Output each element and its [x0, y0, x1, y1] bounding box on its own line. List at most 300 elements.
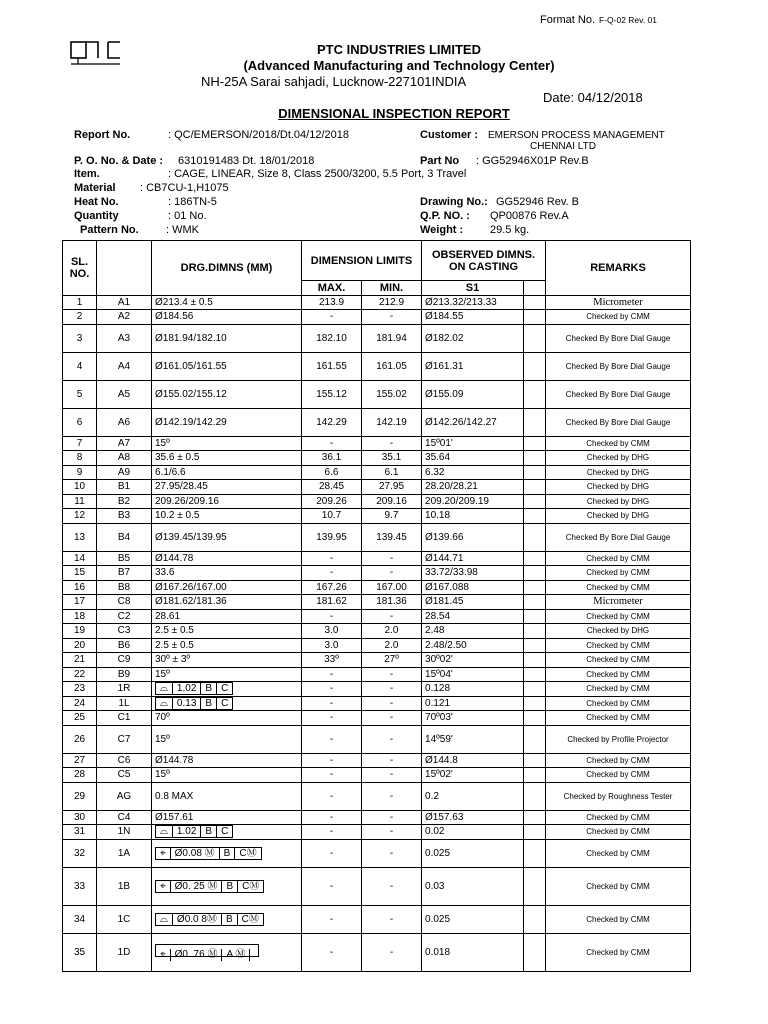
observed-cell: 0.03: [422, 867, 524, 905]
report-no-value: : QC/EMERSON/2018/Dt.04/12/2018: [168, 129, 349, 141]
min-cell: -: [362, 551, 422, 566]
drg-cell: 15º: [152, 667, 302, 682]
max-cell: 28.45: [302, 480, 362, 495]
max-cell: -: [302, 933, 362, 971]
item-value: : CAGE, LINEAR, Size 8, Class 2500/3200, 5.5 Port, 3 Travel: [168, 168, 467, 180]
sl-cell: 26: [63, 725, 97, 753]
min-cell: 212.9: [362, 295, 422, 310]
table-row: [63, 711, 691, 726]
gdt-value: Ø0.08 Ⓜ: [171, 848, 220, 860]
drg-cell: Ø184.56: [152, 310, 302, 325]
min-cell: 27.95: [362, 480, 422, 495]
gdt-frame: [155, 682, 233, 695]
drg-cell: Ø181.94/182.10: [152, 324, 302, 352]
gdt-cell: [152, 696, 302, 711]
remarks-cell: Micrometer: [546, 295, 691, 310]
gdt-value: B: [201, 826, 217, 838]
sl-cell: 9: [63, 465, 97, 480]
table-row: [63, 523, 691, 551]
observed-cell: 0.121: [422, 696, 524, 711]
table-row: [63, 810, 691, 825]
ref-cell: C4: [97, 810, 152, 825]
observed-extra-cell: [524, 324, 546, 352]
observed-cell: 6.32: [422, 465, 524, 480]
max-cell: 142.29: [302, 408, 362, 436]
remarks-cell: Checked by CMM: [546, 310, 691, 325]
sl-cell: 10: [63, 480, 97, 495]
ref-cell: B2: [97, 494, 152, 509]
ref-cell: 1B: [97, 867, 152, 905]
gdt-frame: [155, 697, 233, 710]
remarks-cell: Checked by DHG: [546, 509, 691, 524]
sl-cell: 6: [63, 408, 97, 436]
drg-cell: Ø139.45/139.95: [152, 523, 302, 551]
table-row: [63, 653, 691, 668]
col-s1-extra: [524, 281, 546, 296]
min-cell: 209.16: [362, 494, 422, 509]
remarks-cell: Checked by DHG: [546, 465, 691, 480]
gdt-value: Ø0. 25 Ⓜ: [171, 881, 223, 893]
table-row: [63, 465, 691, 480]
observed-cell: Ø139.66: [422, 523, 524, 551]
customer-line-1: EMERSON PROCESS MANAGEMENT: [488, 130, 665, 141]
observed-cell: Ø144.8: [422, 753, 524, 768]
gdt-value: B: [201, 698, 217, 710]
observed-cell: Ø155.09: [422, 380, 524, 408]
ref-cell: A1: [97, 295, 152, 310]
observed-cell: Ø142.26/142.27: [422, 408, 524, 436]
min-cell: -: [362, 867, 422, 905]
observed-cell: 28.20/28.21: [422, 480, 524, 495]
observed-cell: 35.64: [422, 451, 524, 466]
observed-extra-cell: [524, 609, 546, 624]
remarks-cell: Checked by CMM: [546, 653, 691, 668]
remarks-cell: Checked by CMM: [546, 696, 691, 711]
ref-cell: B5: [97, 551, 152, 566]
gdt-frame: [155, 944, 259, 960]
gdt-value: B: [222, 914, 238, 926]
min-cell: -: [362, 782, 422, 810]
remarks-cell: Checked by DHG: [546, 494, 691, 509]
table-row: [63, 494, 691, 509]
table-row: [63, 905, 691, 933]
drg-cell: 33.6: [152, 566, 302, 581]
col-ref: [97, 241, 152, 296]
observed-extra-cell: [524, 653, 546, 668]
table-row: [63, 867, 691, 905]
gdt-cell: [152, 933, 302, 971]
table-row: [63, 624, 691, 639]
remarks-cell: Checked by CMM: [546, 711, 691, 726]
remarks-cell: Checked by CMM: [546, 768, 691, 783]
min-cell: 35.1: [362, 451, 422, 466]
sl-cell: 15: [63, 566, 97, 581]
gdt-value: CⓂ: [239, 847, 257, 859]
observed-extra-cell: [524, 480, 546, 495]
remarks-cell: Micrometer: [546, 595, 691, 610]
max-cell: 6.6: [302, 465, 362, 480]
gdt-frame: [155, 880, 264, 893]
drg-cell: 6.1/6.6: [152, 465, 302, 480]
max-cell: 213.9: [302, 295, 362, 310]
max-cell: -: [302, 711, 362, 726]
ref-cell: C3: [97, 624, 152, 639]
ref-cell: C7: [97, 725, 152, 753]
remarks-cell: Checked by CMM: [546, 667, 691, 682]
ref-cell: C2: [97, 609, 152, 624]
material-label: Material: [74, 182, 116, 194]
ref-cell: A7: [97, 436, 152, 451]
min-cell: -: [362, 933, 422, 971]
observed-cell: Ø213.32/213.33: [422, 295, 524, 310]
observed-cell: 30º02': [422, 653, 524, 668]
max-cell: 181.62: [302, 595, 362, 610]
min-cell: 181.36: [362, 595, 422, 610]
min-cell: 167.00: [362, 580, 422, 595]
gdt-value: C: [221, 683, 229, 695]
observed-extra-cell: [524, 768, 546, 783]
observed-cell: Ø181.45: [422, 595, 524, 610]
ref-cell: A3: [97, 324, 152, 352]
drg-cell: Ø142.19/142.29: [152, 408, 302, 436]
ref-cell: C8: [97, 595, 152, 610]
remarks-cell: Checked by Profile Projector: [546, 725, 691, 753]
drg-cell: 10.2 ± 0.5: [152, 509, 302, 524]
min-cell: -: [362, 905, 422, 933]
gdt-value: B: [201, 683, 217, 695]
observed-extra-cell: [524, 711, 546, 726]
table-row: [63, 551, 691, 566]
min-cell: 139.45: [362, 523, 422, 551]
observed-extra-cell: [524, 696, 546, 711]
observed-cell: 10.18: [422, 509, 524, 524]
gdt-cell: [152, 682, 302, 697]
remarks-cell: Checked by CMM: [546, 810, 691, 825]
ref-cell: B3: [97, 509, 152, 524]
drg-cell: Ø161.05/161.55: [152, 352, 302, 380]
max-cell: -: [302, 810, 362, 825]
remarks-cell: Checked by CMM: [546, 566, 691, 581]
remarks-cell: Checked by CMM: [546, 682, 691, 697]
table-row: [63, 595, 691, 610]
remarks-cell: Checked by CMM: [546, 905, 691, 933]
observed-extra-cell: [524, 380, 546, 408]
drg-cell: Ø144.78: [152, 753, 302, 768]
sl-cell: 28: [63, 768, 97, 783]
sl-cell: 35: [63, 933, 97, 971]
max-cell: -: [302, 436, 362, 451]
qp-label: Q.P. NO. :: [420, 210, 470, 222]
report-date: Date: 04/12/2018: [543, 90, 643, 105]
gdt-symbol-icon: ⌖: [156, 881, 171, 893]
sl-cell: 34: [63, 905, 97, 933]
report-title: DIMENSIONAL INSPECTION REPORT: [278, 106, 510, 121]
remarks-cell: Checked by CMM: [546, 638, 691, 653]
max-cell: 139.95: [302, 523, 362, 551]
max-cell: 33º: [302, 653, 362, 668]
remarks-cell: Checked by CMM: [546, 436, 691, 451]
gdt-cell: [152, 905, 302, 933]
min-cell: -: [362, 667, 422, 682]
ref-cell: A8: [97, 451, 152, 466]
table-row: [63, 609, 691, 624]
gdt-symbol-icon: ⌖: [156, 949, 171, 961]
gdt-value: 0.13: [173, 698, 201, 710]
drg-cell: 2.5 ± 0.5: [152, 638, 302, 653]
max-cell: -: [302, 839, 362, 867]
col-observed: OBSERVED DIMNS. ON CASTING: [422, 241, 546, 281]
observed-extra-cell: [524, 682, 546, 697]
gdt-symbol-icon: ⌓: [156, 683, 173, 695]
observed-extra-cell: [524, 753, 546, 768]
max-cell: 167.26: [302, 580, 362, 595]
max-cell: -: [302, 566, 362, 581]
observed-extra-cell: [524, 624, 546, 639]
observed-extra-cell: [524, 465, 546, 480]
quantity-label: Quantity: [74, 210, 119, 222]
min-cell: 161.05: [362, 352, 422, 380]
min-cell: 6.1: [362, 465, 422, 480]
report-no-label: Report No.: [74, 129, 131, 141]
sl-cell: 3: [63, 324, 97, 352]
company-name: PTC INDUSTRIES LIMITED: [317, 42, 481, 57]
sl-cell: 19: [63, 624, 97, 639]
table-row: [63, 480, 691, 495]
remarks-cell: Checked by CMM: [546, 933, 691, 971]
table-row: [63, 667, 691, 682]
sl-cell: 20: [63, 638, 97, 653]
remarks-cell: Checked by CMM: [546, 551, 691, 566]
remarks-cell: Checked by DHG: [546, 480, 691, 495]
sl-cell: 27: [63, 753, 97, 768]
pattern-label: Pattern No.: [80, 224, 139, 236]
observed-extra-cell: [524, 782, 546, 810]
observed-extra-cell: [524, 352, 546, 380]
customer-line-2: CHENNAI LTD: [530, 141, 596, 152]
observed-extra-cell: [524, 839, 546, 867]
sl-cell: 32: [63, 839, 97, 867]
ref-cell: B6: [97, 638, 152, 653]
observed-cell: 0.025: [422, 905, 524, 933]
observed-extra-cell: [524, 638, 546, 653]
gdt-value: B: [220, 848, 236, 860]
table-row: [63, 408, 691, 436]
table-row: [63, 324, 691, 352]
ref-cell: 1N: [97, 825, 152, 840]
drg-cell: 0.8 MAX: [152, 782, 302, 810]
ref-cell: A5: [97, 380, 152, 408]
po-label: P. O. No. & Date :: [74, 155, 164, 167]
format-code: F-Q-02 Rev. 01: [599, 15, 657, 25]
sl-cell: 14: [63, 551, 97, 566]
min-cell: -: [362, 696, 422, 711]
po-value: 6310191483 Dt. 18/01/2018: [178, 155, 315, 167]
sl-cell: 16: [63, 580, 97, 595]
drg-cell: 209.26/209.16: [152, 494, 302, 509]
gdt-cell: [152, 867, 302, 905]
gdt-value: C: [221, 697, 229, 709]
col-min: MIN.: [362, 281, 422, 296]
remarks-cell: Checked by CMM: [546, 580, 691, 595]
table-row: [63, 933, 691, 971]
company-center: (Advanced Manufacturing and Technology Center): [243, 58, 555, 73]
gdt-value: CⓂ: [241, 913, 259, 925]
gdt-frame: [155, 913, 264, 926]
drg-cell: Ø155.02/155.12: [152, 380, 302, 408]
sl-cell: 1: [63, 295, 97, 310]
observed-cell: 0.2: [422, 782, 524, 810]
ref-cell: A6: [97, 408, 152, 436]
observed-cell: Ø184.55: [422, 310, 524, 325]
observed-cell: 209.20/209.19: [422, 494, 524, 509]
min-cell: -: [362, 768, 422, 783]
gdt-cell: [152, 825, 302, 840]
max-cell: -: [302, 310, 362, 325]
sl-cell: 33: [63, 867, 97, 905]
qp-value: QP00876 Rev.A: [490, 210, 569, 222]
sl-cell: 4: [63, 352, 97, 380]
min-cell: -: [362, 810, 422, 825]
drawing-value: GG52946 Rev. B: [496, 196, 579, 208]
max-cell: -: [302, 725, 362, 753]
drg-cell: Ø157.61: [152, 810, 302, 825]
sl-cell: 25: [63, 711, 97, 726]
min-cell: -: [362, 725, 422, 753]
sl-cell: 24: [63, 696, 97, 711]
gdt-value: 1.02: [173, 826, 201, 838]
observed-cell: 15º01': [422, 436, 524, 451]
sl-cell: 5: [63, 380, 97, 408]
ref-cell: B9: [97, 667, 152, 682]
table-row: [63, 725, 691, 753]
ref-cell: B1: [97, 480, 152, 495]
pattern-value: : WMK: [166, 224, 199, 236]
table-row: [63, 566, 691, 581]
observed-extra-cell: [524, 867, 546, 905]
max-cell: -: [302, 609, 362, 624]
sl-cell: 21: [63, 653, 97, 668]
ref-cell: B7: [97, 566, 152, 581]
gdt-value: C: [221, 826, 229, 838]
observed-cell: 28.54: [422, 609, 524, 624]
remarks-cell: Checked By Bore Dial Gauge: [546, 380, 691, 408]
observed-cell: Ø144.71: [422, 551, 524, 566]
table-row: [63, 451, 691, 466]
observed-cell: Ø182.02: [422, 324, 524, 352]
observed-extra-cell: [524, 566, 546, 581]
gdt-symbol-icon: ⌖: [156, 848, 171, 860]
min-cell: -: [362, 753, 422, 768]
ref-cell: 1D: [97, 933, 152, 971]
observed-cell: 2.48/2.50: [422, 638, 524, 653]
col-remarks: REMARKS: [546, 241, 691, 296]
ref-cell: A9: [97, 465, 152, 480]
max-cell: 209.26: [302, 494, 362, 509]
min-cell: 9.7: [362, 509, 422, 524]
min-cell: -: [362, 825, 422, 840]
ref-cell: A2: [97, 310, 152, 325]
table-row: [63, 638, 691, 653]
remarks-cell: Checked By Bore Dial Gauge: [546, 523, 691, 551]
observed-extra-cell: [524, 295, 546, 310]
remarks-cell: Checked By Bore Dial Gauge: [546, 408, 691, 436]
gdt-value: [250, 945, 258, 957]
min-cell: -: [362, 682, 422, 697]
gdt-frame: [155, 825, 233, 838]
part-label: Part No: [420, 155, 460, 167]
remarks-cell: Checked by CMM: [546, 867, 691, 905]
observed-extra-cell: [524, 725, 546, 753]
remarks-cell: Checked by CMM: [546, 609, 691, 624]
observed-cell: 0.128: [422, 682, 524, 697]
ref-cell: B8: [97, 580, 152, 595]
max-cell: -: [302, 667, 362, 682]
gdt-symbol-icon: ⌓: [156, 826, 173, 838]
observed-extra-cell: [524, 451, 546, 466]
max-cell: -: [302, 867, 362, 905]
col-s1: S1: [422, 281, 524, 296]
ref-cell: AG: [97, 782, 152, 810]
max-cell: 155.12: [302, 380, 362, 408]
gdt-cell: [152, 839, 302, 867]
observed-cell: 0.018: [422, 933, 524, 971]
max-cell: 3.0: [302, 624, 362, 639]
min-cell: 2.0: [362, 624, 422, 639]
observed-extra-cell: [524, 595, 546, 610]
min-cell: -: [362, 711, 422, 726]
min-cell: 155.02: [362, 380, 422, 408]
col-max: MAX.: [302, 281, 362, 296]
observed-cell: 0.025: [422, 839, 524, 867]
sl-cell: 23: [63, 682, 97, 697]
observed-cell: 0.02: [422, 825, 524, 840]
sl-cell: 17: [63, 595, 97, 610]
gdt-value: Ø0. 76 Ⓜ: [171, 949, 223, 961]
min-cell: 181.94: [362, 324, 422, 352]
sl-cell: 2: [63, 310, 97, 325]
table-row: [63, 825, 691, 840]
gdt-value: Ø0.0 8Ⓜ: [173, 914, 222, 926]
max-cell: -: [302, 905, 362, 933]
customer-label: Customer :: [420, 129, 479, 141]
observed-extra-cell: [524, 905, 546, 933]
observed-cell: Ø161.31: [422, 352, 524, 380]
max-cell: 10.7: [302, 509, 362, 524]
observed-extra-cell: [524, 551, 546, 566]
table-row: [63, 839, 691, 867]
table-row: [63, 436, 691, 451]
sl-cell: 8: [63, 451, 97, 466]
sl-cell: 18: [63, 609, 97, 624]
table-row: [63, 352, 691, 380]
observed-extra-cell: [524, 825, 546, 840]
gdt-value: 1.02: [173, 683, 201, 695]
remarks-cell: Checked by CMM: [546, 825, 691, 840]
observed-extra-cell: [524, 810, 546, 825]
remarks-cell: Checked by CMM: [546, 753, 691, 768]
ref-cell: B4: [97, 523, 152, 551]
observed-extra-cell: [524, 310, 546, 325]
drg-cell: 15º: [152, 436, 302, 451]
max-cell: -: [302, 753, 362, 768]
table-row: [63, 753, 691, 768]
observed-cell: 33.72/33.98: [422, 566, 524, 581]
max-cell: -: [302, 682, 362, 697]
table-row: [63, 310, 691, 325]
weight-value: 29.5 kg.: [490, 224, 530, 236]
observed-extra-cell: [524, 494, 546, 509]
drg-cell: 28.61: [152, 609, 302, 624]
